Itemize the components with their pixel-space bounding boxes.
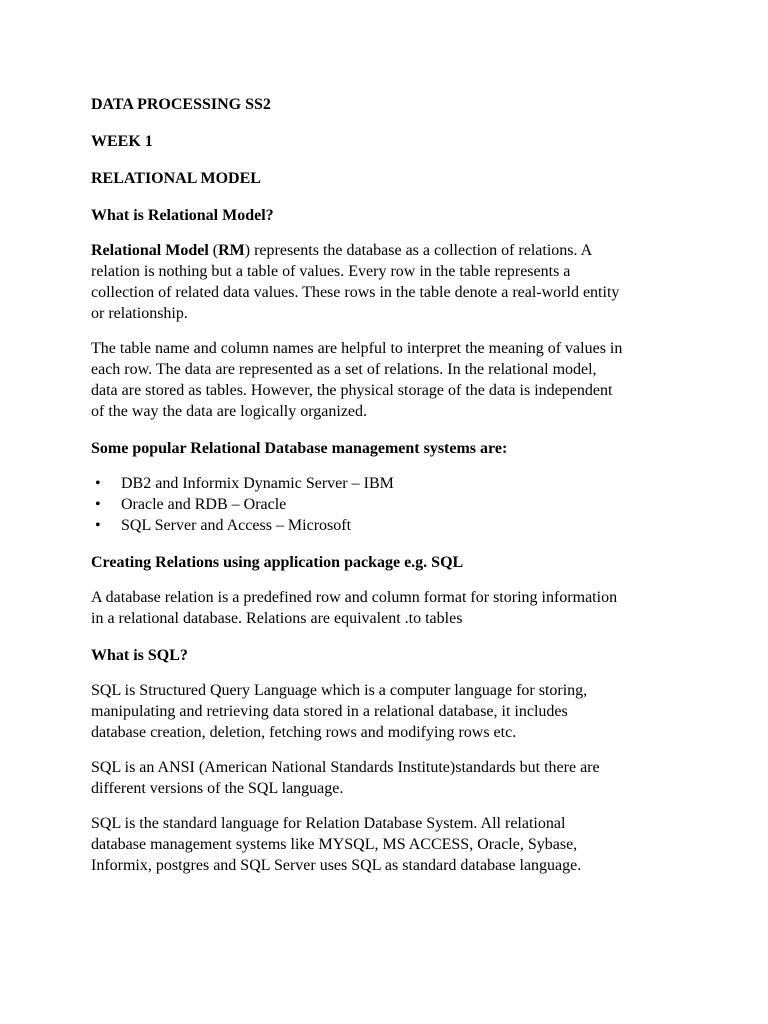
- what-is-sql-heading: What is SQL?: [91, 647, 188, 664]
- sql-para1-line-1: SQL is Structured Query Language which is a computer language for storing,: [91, 682, 588, 699]
- rm-para-line-1-rest: represents the database as a collection of relations. A: [250, 242, 593, 259]
- list-item-text: Oracle and RDB – Oracle: [121, 496, 287, 513]
- what-is-rm-heading: What is Relational Model?: [91, 207, 274, 224]
- document-title: DATA PROCESSING SS2: [91, 96, 271, 113]
- week-label: WEEK 1: [91, 133, 153, 150]
- creating-para-line-1: A database relation is a predefined row and column format for storing information: [91, 589, 618, 606]
- rdbms-list: [91, 473, 691, 536]
- bullet-icon: •: [95, 475, 101, 492]
- rm-abbr: RM: [218, 242, 245, 259]
- document-body: [91, 94, 691, 876]
- bullet-icon: •: [95, 496, 101, 513]
- rm-term: Relational Model: [91, 242, 209, 259]
- sql-para2-line-2: different versions of the SQL language.: [91, 780, 344, 797]
- table-para-line-2: each row. The data are represented as a set of relations. In the relational model,: [91, 361, 597, 378]
- rdbms-heading: Some popular Relational Database management systems are:: [91, 440, 508, 457]
- rm-para-line-1: [91, 240, 691, 261]
- rm-abbr-open: (: [208, 242, 219, 259]
- table-para-line-3: data are stored as tables. However, the physical storage of the data is independent: [91, 382, 613, 399]
- bullet-icon: •: [95, 517, 101, 534]
- creating-relations-paragraph: [91, 587, 691, 629]
- sql-para3-line-3: Informix, postgres and SQL Server uses SQL as standard database language.: [91, 857, 582, 874]
- list-item-text: SQL Server and Access – Microsoft: [121, 517, 352, 534]
- topic-heading: RELATIONAL MODEL: [91, 170, 261, 187]
- list-item-text: DB2 and Informix Dynamic Server – IBM: [121, 475, 394, 492]
- rm-para-line-2: relation is nothing but a table of values. Every row in the table represents a: [91, 263, 571, 280]
- table-para-line-4: of the way the data are logically organized.: [91, 403, 368, 420]
- rm-para-line-4: or relationship.: [91, 305, 188, 322]
- sql-para1-line-2: manipulating and retrieving data stored in a relational database, it includes: [91, 703, 568, 720]
- creating-relations-heading: Creating Relations using application package e.g. SQL: [91, 554, 464, 571]
- sql-para2-line-1: SQL is an ANSI (American National Standards Institute)standards but there are: [91, 759, 600, 776]
- sql-para3-line-1: SQL is the standard language for Relation Database System. All relational: [91, 815, 566, 832]
- list-item: [95, 494, 691, 515]
- table-para-line-1: The table name and column names are helpful to interpret the meaning of values in: [91, 340, 623, 357]
- sql-para3-line-2: database management systems like MYSQL, MS ACCESS, Oracle, Sybase,: [91, 836, 578, 853]
- list-item: [95, 473, 691, 494]
- creating-para-line-2: in a relational database. Relations are equivalent .to tables: [91, 610, 463, 627]
- list-item: [95, 515, 691, 536]
- sql-para1-line-3: database creation, deletion, fetching rows and modifying rows etc.: [91, 724, 517, 741]
- table-paragraph: [91, 338, 691, 422]
- rm-definition-paragraph: [91, 240, 691, 324]
- sql-definition-paragraph: [91, 680, 691, 743]
- sql-ansi-paragraph: [91, 757, 691, 799]
- rm-para-line-3: collection of related data values. These rows in the table denote a real-world entity: [91, 284, 620, 301]
- sql-standard-paragraph: [91, 813, 691, 876]
- rm-abbr-close: ): [244, 242, 251, 259]
